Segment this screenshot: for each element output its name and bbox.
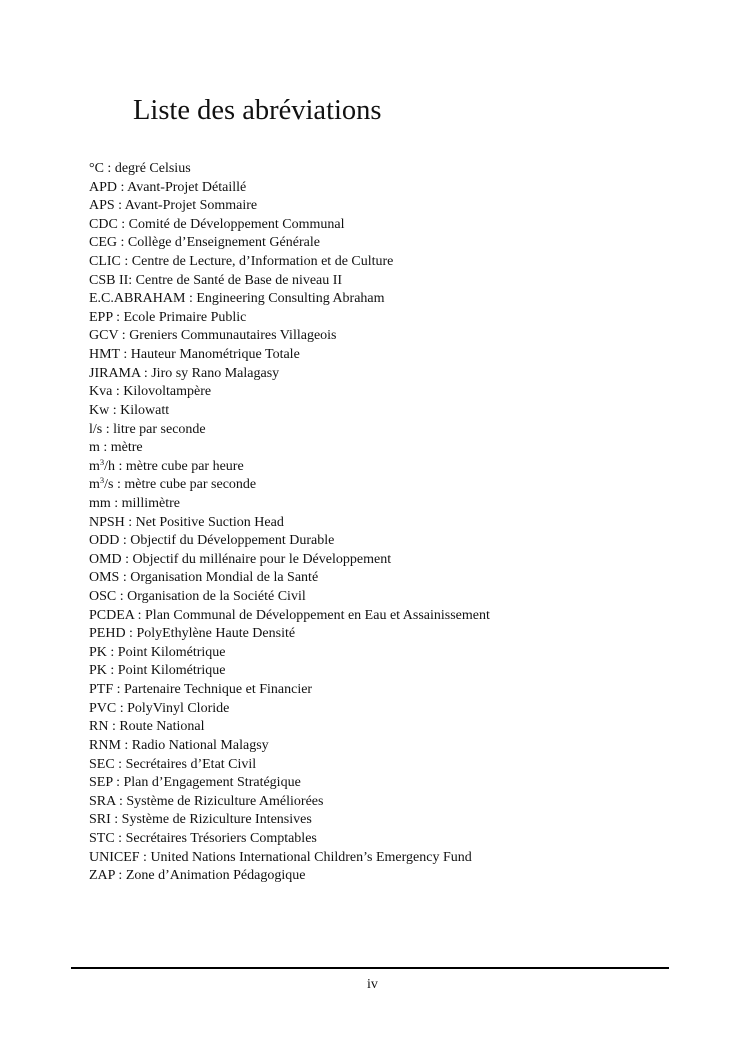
abbreviation-text: APS : Avant-Projet Sommaire bbox=[89, 198, 258, 214]
abbreviation-entry bbox=[89, 662, 490, 681]
abbreviation-entry bbox=[89, 327, 490, 346]
abbreviation-text: GCV : Greniers Communautaires Villageois bbox=[89, 328, 337, 344]
abbreviation-entry bbox=[89, 309, 490, 328]
abbreviation-entry bbox=[89, 774, 490, 793]
abbreviation-entry bbox=[89, 700, 490, 719]
abbreviation-text: m bbox=[89, 458, 100, 474]
abbreviation-entry bbox=[89, 160, 490, 179]
abbreviation-entry bbox=[89, 588, 490, 607]
abbreviation-text: E.C.ABRAHAM : Engineering Consulting Abraham bbox=[89, 291, 385, 307]
abbreviation-entry bbox=[89, 756, 490, 775]
abbreviation-text: SRA : Système de Riziculture Améliorées bbox=[89, 793, 324, 809]
abbreviation-entry bbox=[89, 197, 490, 216]
abbreviation-entry bbox=[89, 234, 490, 253]
abbreviation-text: EPP : Ecole Primaire Public bbox=[89, 309, 247, 325]
abbreviation-text-suffix: /h : mètre cube par heure bbox=[104, 458, 244, 474]
abbreviation-entry bbox=[89, 793, 490, 812]
abbreviation-entry bbox=[89, 607, 490, 626]
abbreviation-text: OMD : Objectif du millénaire pour le Développement bbox=[89, 551, 392, 567]
abbreviation-text: PK : Point Kilométrique bbox=[89, 644, 226, 660]
abbreviation-text: CDC : Comité de Développement Communal bbox=[89, 216, 345, 232]
abbreviation-text: CLIC : Centre de Lecture, d’Information et de Culture bbox=[89, 254, 394, 270]
abbreviation-text: Kw : Kilowatt bbox=[89, 402, 170, 418]
abbreviation-entry bbox=[89, 718, 490, 737]
abbreviation-text: PTF : Partenaire Technique et Financier bbox=[89, 682, 313, 698]
abbreviation-text: PVC : PolyVinyl Cloride bbox=[89, 700, 230, 716]
abbreviation-entry bbox=[89, 458, 490, 477]
abbreviation-text: Kva : Kilovoltampère bbox=[89, 384, 212, 400]
abbreviation-entry bbox=[89, 681, 490, 700]
abbreviation-text: OMS : Organisation Mondial de la Santé bbox=[89, 570, 319, 586]
abbreviation-entry bbox=[89, 737, 490, 756]
abbreviation-entry bbox=[89, 253, 490, 272]
abbreviation-text: PCDEA : Plan Communal de Développement en Eau et Assainissement bbox=[89, 607, 490, 623]
abbreviation-entry bbox=[89, 867, 490, 886]
abbreviation-text: SRI : Système de Riziculture Intensives bbox=[89, 812, 312, 828]
abbreviation-text: APD : Avant-Projet Détaillé bbox=[89, 179, 247, 195]
abbreviation-text: HMT : Hauteur Manométrique Totale bbox=[89, 347, 300, 363]
abbreviation-text: JIRAMA : Jiro sy Rano Malagasy bbox=[89, 365, 280, 381]
abbreviation-entry bbox=[89, 644, 490, 663]
abbreviation-entry bbox=[89, 272, 490, 291]
abbreviation-entry bbox=[89, 439, 490, 458]
footer-rule bbox=[71, 967, 669, 969]
abbreviation-entry bbox=[89, 476, 490, 495]
abbreviation-text: SEC : Secrétaires d’Etat Civil bbox=[89, 756, 257, 772]
abbreviation-entry bbox=[89, 495, 490, 514]
abbreviation-entry bbox=[89, 383, 490, 402]
abbreviation-entry bbox=[89, 346, 490, 365]
abbreviation-text: CEG : Collège d’Enseignement Générale bbox=[89, 235, 320, 251]
abbreviation-text: CSB II: Centre de Santé de Base de niveau II bbox=[89, 272, 343, 288]
abbreviation-text: STC : Secrétaires Trésoriers Comptables bbox=[89, 830, 317, 846]
abbreviation-entry bbox=[89, 421, 490, 440]
abbreviation-text: l/s : litre par seconde bbox=[89, 421, 206, 437]
abbreviation-text: UNICEF : United Nations International Children’s Emergency Fund bbox=[89, 849, 472, 865]
abbreviation-text: ZAP : Zone d’Animation Pédagogique bbox=[89, 868, 306, 884]
abbreviation-entry bbox=[89, 290, 490, 309]
abbreviation-entry bbox=[89, 216, 490, 235]
abbreviation-text: m : mètre bbox=[89, 440, 143, 456]
abbreviation-superscript: 3 bbox=[99, 475, 105, 486]
abbreviation-text-suffix: /s : mètre cube par seconde bbox=[104, 477, 257, 493]
abbreviation-text: SEP : Plan d’Engagement Stratégique bbox=[89, 775, 301, 791]
abbreviation-entry bbox=[89, 830, 490, 849]
abbreviation-entry bbox=[89, 551, 490, 570]
abbreviation-text: OSC : Organisation de la Société Civil bbox=[89, 589, 306, 605]
abbreviation-entry bbox=[89, 625, 490, 644]
abbreviation-entry bbox=[89, 532, 490, 551]
abbreviation-text: m bbox=[89, 477, 100, 493]
abbreviation-text: °C : degré Celsius bbox=[89, 161, 191, 176]
page-number: iv bbox=[367, 977, 378, 992]
abbreviation-entry bbox=[89, 402, 490, 421]
page-title: Liste des abréviations bbox=[133, 95, 382, 126]
abbreviation-list bbox=[89, 160, 490, 886]
abbreviation-entry bbox=[89, 179, 490, 198]
abbreviation-text: ODD : Objectif du Développement Durable bbox=[89, 533, 335, 549]
abbreviation-text: RNM : Radio National Malagsy bbox=[89, 737, 269, 753]
abbreviation-text: mm : millimètre bbox=[89, 495, 180, 511]
abbreviation-entry bbox=[89, 811, 490, 830]
abbreviation-entry bbox=[89, 514, 490, 533]
abbreviation-text: PK : Point Kilométrique bbox=[89, 663, 226, 679]
abbreviation-entry bbox=[89, 849, 490, 868]
abbreviation-text: PEHD : PolyEthylène Haute Densité bbox=[89, 626, 296, 642]
abbreviation-entry bbox=[89, 365, 490, 384]
abbreviation-superscript: 3 bbox=[99, 456, 105, 467]
abbreviation-text: RN : Route National bbox=[89, 719, 205, 735]
abbreviation-entry bbox=[89, 569, 490, 588]
abbreviation-text: NPSH : Net Positive Suction Head bbox=[89, 514, 284, 530]
